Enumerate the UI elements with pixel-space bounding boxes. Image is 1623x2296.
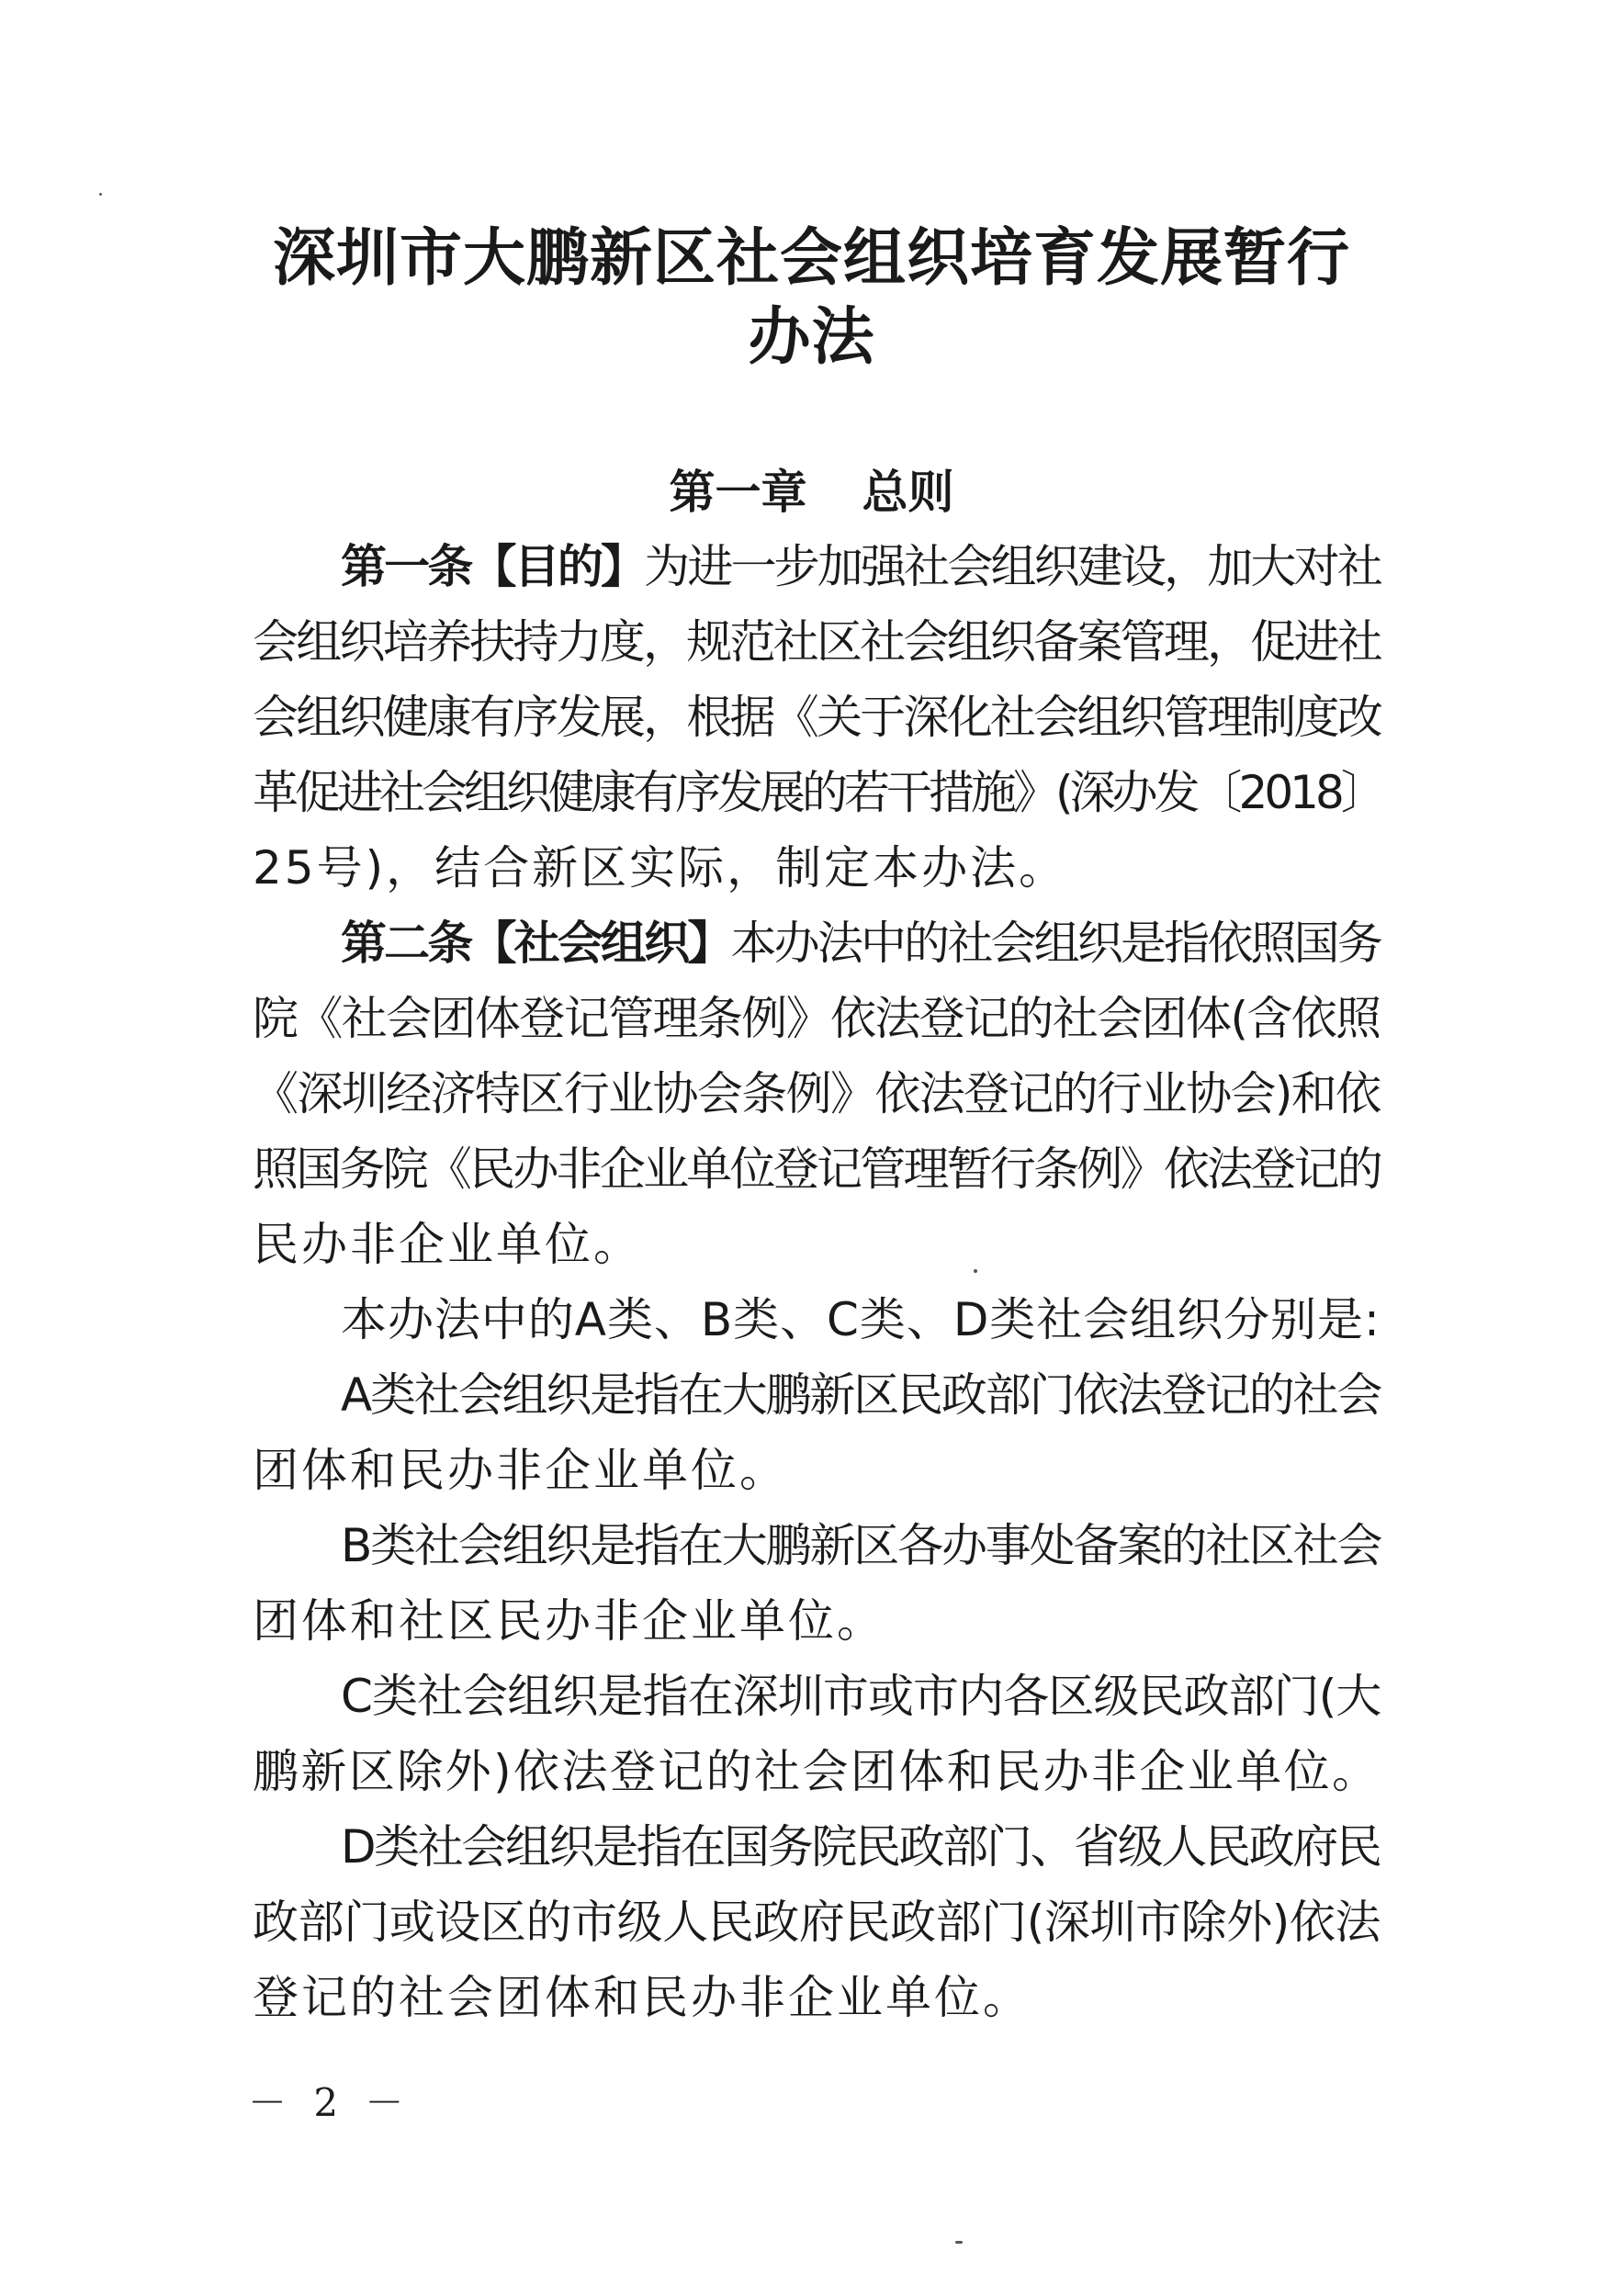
category-a-line: 团体和民办非企业单位。: [253, 1444, 788, 1497]
category-c-line: C类社会组织是指在深圳市或市内各区级民政部门(大: [341, 1670, 1381, 1723]
article-2-heading: 第二条【社会组织】: [341, 917, 731, 970]
article-2-line: [253, 906, 1381, 981]
article-2-text: 本办法中的社会组织是指依照国务: [730, 917, 1381, 970]
category-c-line: 鹏新区除外)依法登记的社会团体和民办非企业单位。: [253, 1745, 1381, 1798]
category-d-line: 登记的社会团体和民办非企业单位。: [253, 1971, 1031, 2024]
chapter-name: 总则: [862, 466, 954, 519]
category-d-line: D类社会组织是指在国务院民政部门、省级人民政府民: [341, 1820, 1381, 1874]
article-1-line: 会组织培养扶持力度，规范社区社会组织备案管理，促进社: [253, 615, 1381, 669]
article-2-line: 照国务院《民办非企业单位登记管理暂行条例》依法登记的: [253, 1142, 1381, 1196]
document-title-line-2: 办法: [748, 300, 875, 374]
category-a: [253, 1357, 1381, 1508]
category-b: [253, 1508, 1381, 1659]
article-1-text: 为进一步加强社会组织建设，加大对社: [644, 540, 1381, 593]
category-b-line: 团体和社区民办非企业单位。: [253, 1594, 885, 1648]
article-1-heading: 第一条【目的】: [341, 540, 645, 593]
article-1: [253, 529, 1381, 906]
category-d-line: 政部门或设区的市级人民政府民政部门(深圳市除外)依法: [253, 1896, 1381, 1949]
category-b-line: B类社会组织是指在大鹏新区各办事处备案的社区社会: [341, 1519, 1381, 1572]
article-1-line: 25号)，结合新区实际，制定本办法。: [253, 841, 1068, 895]
scan-speck: [955, 2241, 963, 2244]
category-a-line: A类社会组织是指在大鹏新区民政部门依法登记的社会: [341, 1368, 1381, 1422]
category-c: [253, 1659, 1381, 1809]
scan-speck: [974, 1269, 977, 1273]
scan-speck: [99, 193, 102, 196]
category-intro-line: 本办法中的A类、B类、C类、D类社会组织分别是:: [341, 1293, 1381, 1346]
chapter-heading: [0, 459, 1623, 525]
document-title-line-1: 深圳市大鹏新区社会组织培育发展暂行: [272, 221, 1350, 295]
article-2: [253, 906, 1381, 1282]
article-2-line: 院《社会团体登记管理条例》依法登记的社会团体(含依照: [253, 992, 1381, 1045]
chapter-number: 第一章: [669, 466, 807, 519]
article-1-line: 革促进社会组织健康有序发展的若干措施》(深办发〔2018〕: [253, 766, 1383, 819]
article-2-line: 民办非企业单位。: [253, 1218, 642, 1271]
article-2-line: 《深圳经济特区行业协会条例》依法登记的行业协会)和依: [253, 1067, 1381, 1120]
category-d: [253, 1809, 1381, 2035]
page-number: － 2 －: [248, 2080, 411, 2125]
article-1-line: 会组织健康有序发展，根据《关于深化社会组织管理制度改: [253, 691, 1381, 744]
article-1-line: [253, 529, 1381, 604]
document-body: [253, 529, 1381, 2035]
category-intro: [253, 1282, 1381, 1357]
